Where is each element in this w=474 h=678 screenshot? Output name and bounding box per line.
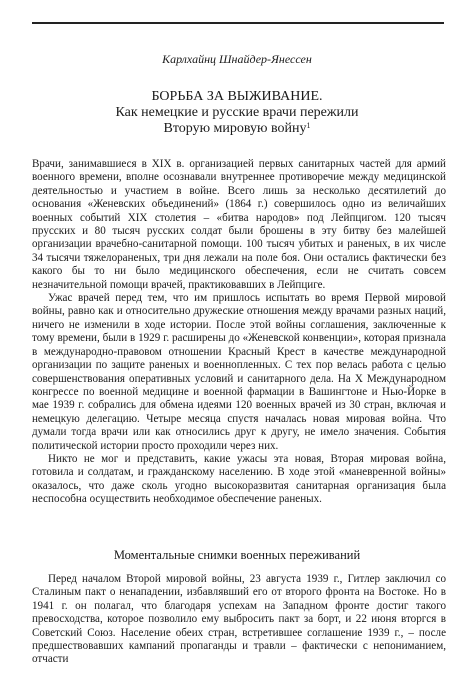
paragraph: Врачи, занимавшиеся в XIX в. организацией первых санитарных частей для армий военного времени, вполне осознавали внутреннее противоречие между медицинской деятельностью и участием в войне. Всего лишь за несколько десятилетий до основания «Женевских объединений» (1864 г.) совершилось одно из величайших военных событий XIX столетия – «битва народов» под Лейпцигом. 120 тысяч прусских и 80 тысяч русских солдат были брошены в эту битву без малейшей организации врачебно-санитарной помощи. 100 тысяч убитых и раненых, в их числе 34 тысячи тяжелораненых, три дня лежали на поле боя. Они остались фактически без какого бы то ни было медицинского обеспечения, если не считать совсем незначительной помощи врачей, практиковавших в Лейпциге. <box>32 158 446 291</box>
paragraph: Перед началом Второй мировой войны, 23 августа 1939 г., Гитлер заключил со Сталиным пакт о ненападении, избавлявший его от второго фронта на Востоке. Но в 1941 г. он полагал, что благодаря успехам на Западном фронте достиг такого превосходства, которое позволило ему выбросить пакт за борт, и 22 июня вторгся в Советский Союз. Население обеих стран, встретившее соглашение 1939 г., – после предшествовавших кампаний пропаганды и травли – фактически с непониманием, отчасти <box>32 573 446 666</box>
section-heading: Моментальные снимки военных переживаний <box>113 548 361 562</box>
paragraph: Никто не мог и представить, какие ужасы эта новая, Вторая мировая война, готовила и солдатам, и гражданскому населению. В ходе этой «маневренной войны» оказалось, что даже сколь угодно высокоразвитая санитарная организация была неспособна осуществить необходимое обеспечение раненых. <box>32 452 446 506</box>
article-title <box>0 89 474 137</box>
title-line-1: БОРЬБА ЗА ВЫЖИВАНИЕ. <box>151 89 323 104</box>
author-name: Карлхайнц Шнайдер-Янессен <box>162 52 312 66</box>
title-line-3-text: Вторую мировую войну <box>163 121 307 136</box>
title-line-3 <box>0 121 474 137</box>
footnote-marker[interactable]: 1 <box>306 121 311 130</box>
article-body <box>32 158 446 507</box>
top-rule <box>32 22 444 24</box>
title-line-2: Как немецкие и русские врачи пережили <box>115 105 359 120</box>
paragraph: Ужас врачей перед тем, что им пришлось испытать во время Первой мировой войны, равно как и относительно дружеские отношения между врачами разных наций, ничего не изменили в ходе истории. После этой войны соглашения, заключенные к тому времени, были в 1929 г. расширены до «Женевской конвенции», которая признала в международно-правовом отношении Красный Крест в качестве международной организации по защите раненых и военнопленных. С тех пор велась работа с целью совершенствования оперативных условий и санитарного дела. На X Международном конгрессе по военной медицине и военной фармации в Вашингтоне и Нью-Йорке в мае 1939 г. собрались для обмена идеями 120 военных врачей из 30 стран, включая и немецкую делегацию. Четыре месяца спустя началась новая мировая война. Что думали тогда врачи или как относились друг к другу, не имело значения. События политической истории просто проходили через них. <box>32 292 446 452</box>
section-body <box>32 573 446 667</box>
